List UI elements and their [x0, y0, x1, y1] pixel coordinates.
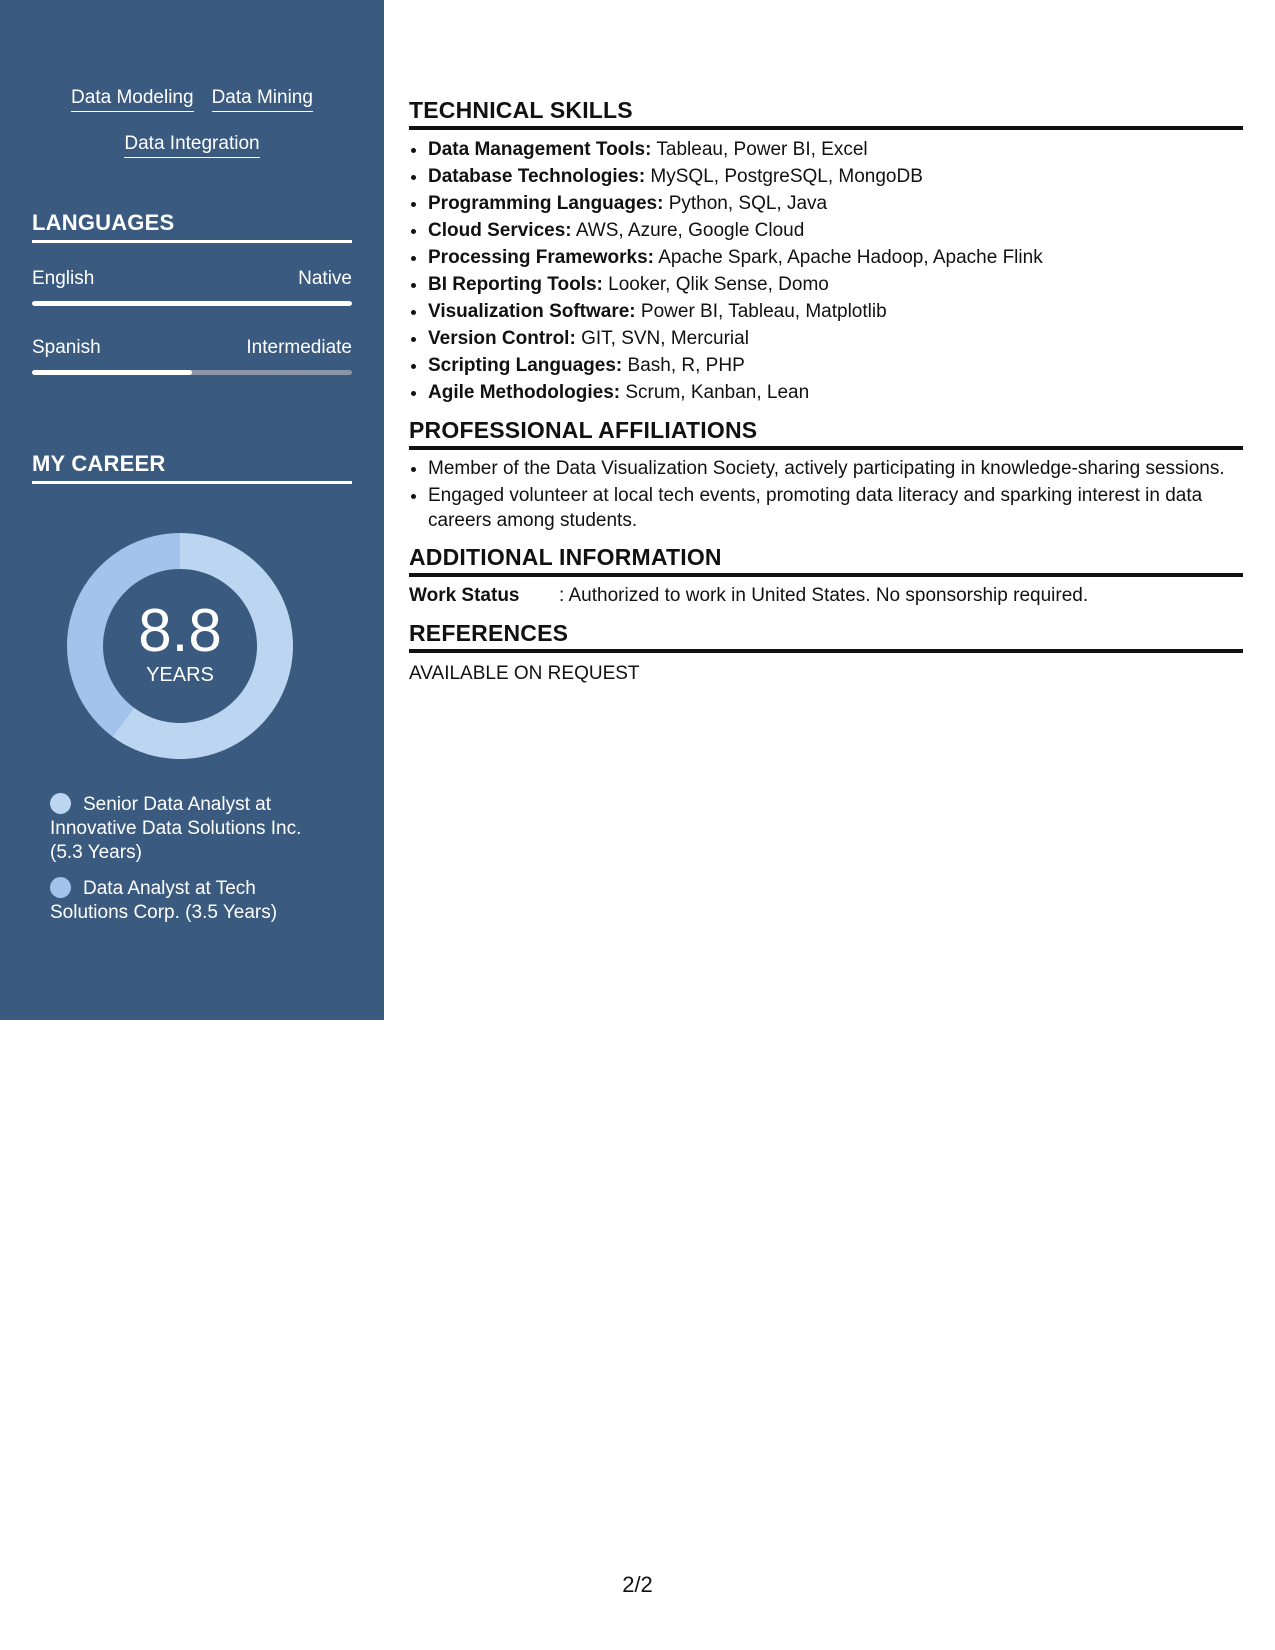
skill-label: Data Management Tools: — [428, 139, 652, 160]
language-level: Native — [298, 268, 352, 289]
skill-value: Power BI, Tableau, Matplotlib — [635, 301, 887, 322]
list-item — [428, 163, 1243, 190]
language-name: English — [32, 268, 95, 289]
work-status-value: : Authorized to work in United States. No sponsorship required. — [559, 585, 1089, 606]
language-row — [32, 267, 352, 291]
career-list — [50, 793, 320, 937]
skill-tag[interactable]: Data Modeling — [71, 86, 194, 112]
skill-value: Apache Spark, Apache Hadoop, Apache Flink — [653, 247, 1043, 268]
references-text: AVAILABLE ON REQUEST — [409, 663, 640, 684]
list-item — [428, 325, 1243, 352]
list-item — [428, 217, 1243, 244]
skill-value: MySQL, PostgreSQL, MongoDB — [645, 166, 923, 187]
skill-label: Programming Languages: — [428, 193, 664, 214]
language-proficiency-fill — [32, 370, 192, 375]
skill-label: Processing Frameworks: — [428, 247, 654, 268]
language-row — [32, 336, 352, 360]
skill-value: GIT, SVN, Mercurial — [575, 328, 749, 349]
skill-value: Scrum, Kanban, Lean — [620, 382, 810, 403]
list-item — [428, 136, 1243, 163]
list-item — [428, 352, 1243, 379]
list-item — [428, 190, 1243, 217]
language-proficiency-fill — [32, 301, 352, 306]
career-item — [50, 877, 320, 925]
donut-center — [66, 532, 294, 760]
career-dot-icon — [50, 877, 71, 898]
languages-heading: LANGUAGES — [32, 210, 352, 243]
section-title: TECHNICAL SKILLS — [409, 96, 1243, 130]
career-heading: MY CAREER — [32, 451, 352, 484]
skill-tags — [0, 86, 384, 178]
language-level: Intermediate — [246, 337, 352, 358]
skill-value: AWS, Azure, Google Cloud — [571, 220, 805, 241]
additional-info-section — [409, 543, 1243, 609]
skill-label: Visualization Software: — [428, 301, 636, 322]
skill-label: Version Control: — [428, 328, 576, 349]
language-proficiency-bar — [32, 301, 352, 306]
section-title: REFERENCES — [409, 619, 1243, 653]
list-item: • Member of the Data Visualization Society, actively participating in knowledge-sharing sessions. — [428, 456, 1243, 481]
list-item — [428, 379, 1243, 406]
page-number: 2/2 — [622, 1572, 653, 1597]
affiliations-section — [409, 416, 1243, 533]
list-item: • Engaged volunteer at local tech events, promoting data literacy and sparking interest in data careers among students. — [428, 483, 1243, 533]
language-name: Spanish — [32, 337, 101, 358]
career-total-unit: YEARS — [146, 664, 214, 686]
references-section — [409, 619, 1243, 687]
skill-label: Database Technologies: — [428, 166, 646, 187]
skill-tag[interactable]: Data Mining — [212, 86, 313, 112]
skill-value: Tableau, Power BI, Excel — [651, 139, 868, 160]
section-title: PROFESSIONAL AFFILIATIONS — [409, 416, 1243, 450]
skill-tag[interactable]: Data Integration — [124, 132, 259, 158]
section-title: ADDITIONAL INFORMATION — [409, 543, 1243, 577]
technical-skills-list — [409, 136, 1243, 406]
list-item — [428, 244, 1243, 271]
work-status-label: Work Status — [409, 585, 520, 606]
career-item-text: Data Analyst at Tech Solutions Corp. (3.5 Years) — [50, 878, 278, 923]
sidebar — [0, 0, 384, 1020]
skill-value: Bash, R, PHP — [622, 355, 745, 376]
skill-value: Python, SQL, Java — [663, 193, 828, 214]
career-item — [50, 793, 320, 865]
work-status-row — [409, 583, 1243, 609]
list-item — [428, 298, 1243, 325]
skill-value: Looker, Qlik Sense, Domo — [602, 274, 829, 295]
technical-skills-section — [409, 96, 1243, 406]
skill-label: BI Reporting Tools: — [428, 274, 603, 295]
skill-label: Agile Methodologies: — [428, 382, 621, 403]
main-content — [409, 96, 1243, 697]
skill-label: Cloud Services: — [428, 220, 572, 241]
career-item-text: Senior Data Analyst at Innovative Data Solutions Inc. (5.3 Years) — [50, 794, 302, 863]
language-proficiency-bar — [32, 370, 352, 375]
career-dot-icon — [50, 793, 71, 814]
career-total-value: 8.8 — [138, 597, 222, 664]
list-item — [428, 271, 1243, 298]
career-donut-chart — [66, 532, 294, 760]
affiliations-list — [409, 456, 1243, 533]
skill-label: Scripting Languages: — [428, 355, 623, 376]
